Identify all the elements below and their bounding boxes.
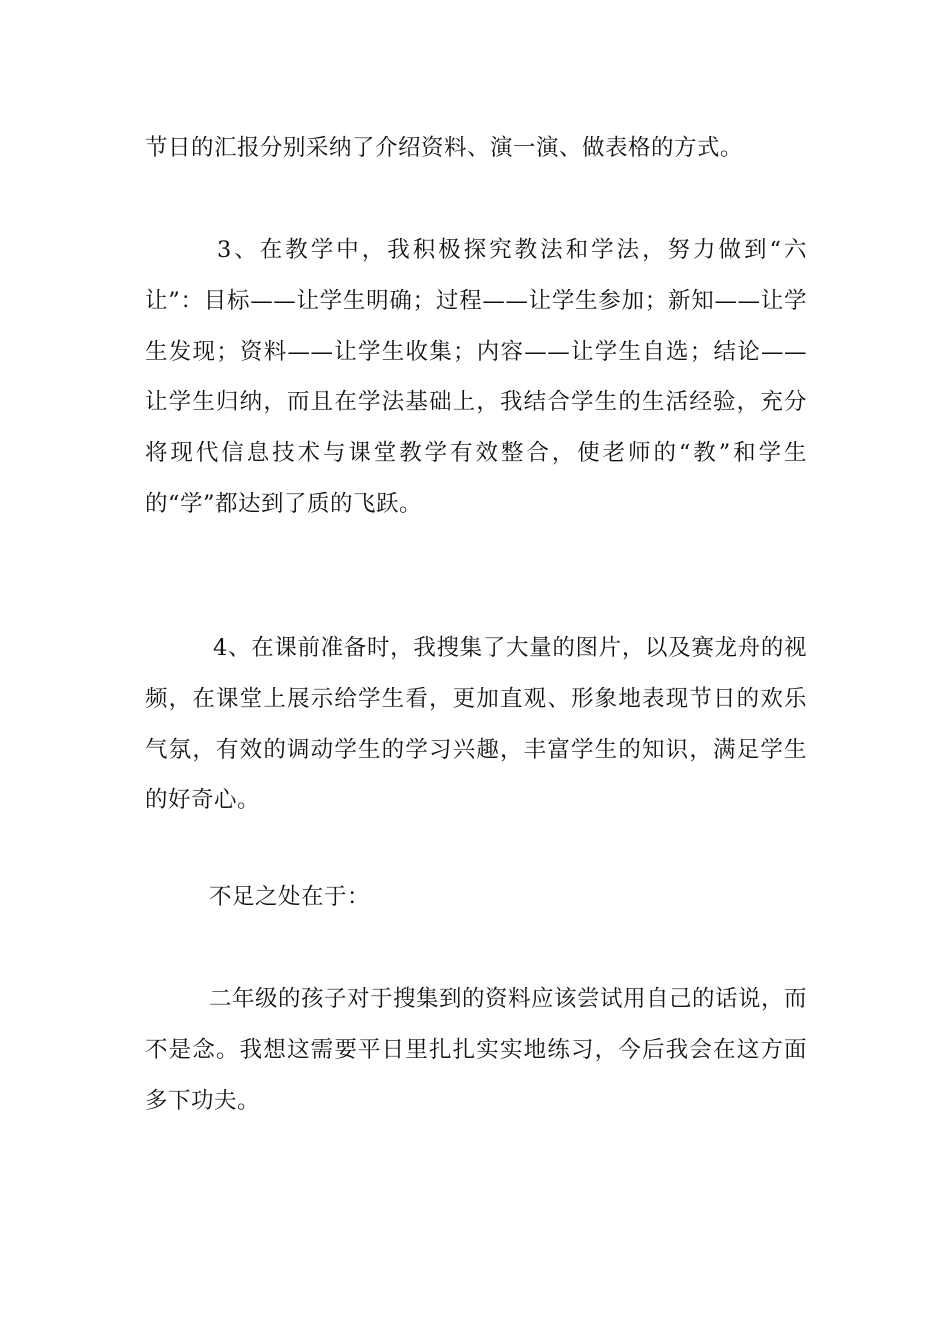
paragraph-summary-methods: 节日的汇报分别采纳了介绍资料、演一演、做表格的方式。: [145, 135, 744, 161]
paragraph-point-3: 3、在教学中，我积极探究教法和学法，努力做到“六让”：目标——让学生明确；过程——让学生参加；新知——让学生发现；资料——让学生收集；内容——让学生自选；结论——让学生归纳，而且在学法基础上，我结合学生的生活经验，充分将现代信息技术与课堂教学有效整合，使老师的“教”和学生的“学”都达到了质的飞跃。: [145, 237, 807, 517]
paragraph-point-4: 4、在课前准备时，我搜集了大量的图片，以及赛龙舟的视频，在课堂上展示给学生看，更加直观、形象地表现节日的欢乐气氛，有效的调动学生的学习兴趣，丰富学生的知识，满足学生的好奇心。: [145, 635, 807, 814]
paragraph-shortcomings-detail: 二年级的孩子对于搜集到的资料应该尝试用自己的话说，而不是念。我想这需要平日里扎扎实实地练习，今后我会在这方面多下功夫。: [145, 986, 808, 1114]
paragraph-shortcomings-heading: 不足之处在于：: [209, 884, 371, 910]
